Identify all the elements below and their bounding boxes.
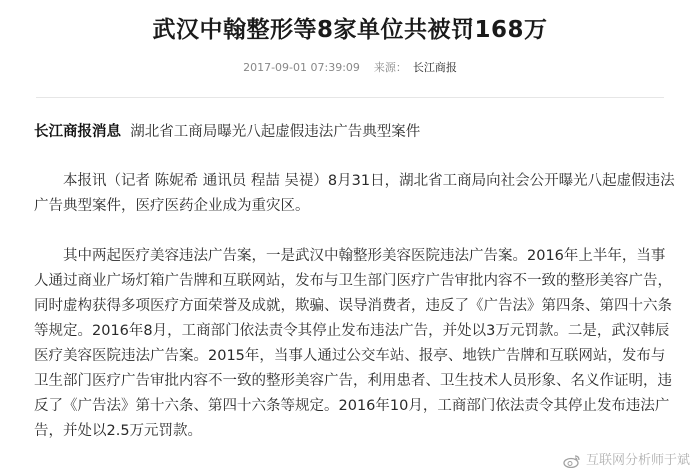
- article-title: 武汉中翰整形等8家单位共被罚168万: [152, 17, 548, 43]
- source-name: 长江商报: [412, 61, 457, 74]
- paragraph-line: 其中两起医疗美容违法广告案，一是武汉中翰整形美容医院违法广告案。2016年上半年，当事: [63, 248, 666, 264]
- paragraph-line: 同时虚构获得多项医疗方面荣誉及成就，欺骗、误导消费者，违反了《广告法》第四条、第四十六条: [34, 298, 672, 314]
- news-tag: 长江商报消息: [34, 124, 121, 140]
- paragraph-line: 广告典型案件，医疗医药企业成为重灾区。: [34, 198, 310, 214]
- watermark-text: 互联网分析师于斌: [585, 453, 690, 468]
- article-meta: [0, 60, 700, 76]
- title-divider: [36, 97, 664, 98]
- paragraph-1: [34, 169, 675, 219]
- lede-paragraph: [34, 120, 672, 145]
- paragraph-line: 反了《广告法》第十六条、第四十六条等规定。2016年10月，工商部门依法责令其停止发布违法广: [34, 398, 670, 414]
- lede-text: 湖北省工商局曝光八起虚假违法广告典型案件: [130, 124, 421, 140]
- paragraph-line: 等规定。2016年8月，工商部门依法责令其停止发布违法广告，并处以3万元罚款。二是，武汉韩辰: [34, 323, 670, 339]
- paragraph-2: [34, 244, 672, 444]
- paragraph-line: 本报讯（记者 陈妮希 通讯员 程喆 吴禔）8月31日，湖北省工商局向社会公开曝光八起虚假违法: [63, 173, 675, 189]
- paragraph-line: 医疗美容医院违法广告案。2015年，当事人通过公交车站、报亭、地铁广告牌和互联网站，发布与: [34, 348, 666, 364]
- watermark: [563, 452, 690, 470]
- publish-datetime: 2017-09-01 07:39:09: [243, 61, 360, 74]
- paragraph-line: 卫生部门医疗广告审批内容不一致的整形美容广告，利用患者、卫生技术人员形象、名义作证明，违: [34, 373, 672, 389]
- source-label: 来源：: [373, 61, 407, 74]
- paragraph-line: 人通过商业广场灯箱广告牌和互联网站，发布与卫生部门医疗广告审批内容不一致的整形美容广告，: [34, 273, 672, 289]
- weibo-logo-icon: [563, 454, 581, 468]
- paragraph-line: 告，并处以2.5万元罚款。: [34, 423, 203, 439]
